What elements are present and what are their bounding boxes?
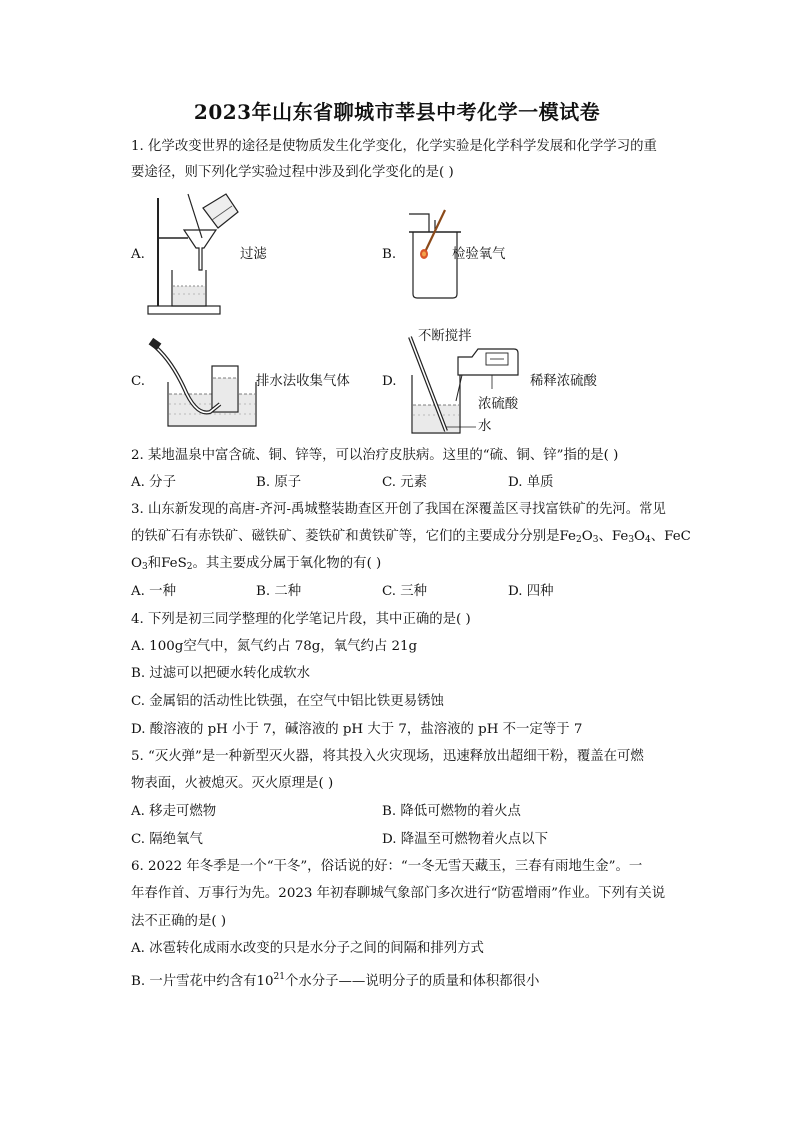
q5-stem-line2: 物表面，火被熄灭。灭火原理是( ) [131,776,334,791]
filtration-apparatus-figure [148,192,238,317]
q6-stem-line1: 6. 2022 年冬季是一个“干冬”，俗话说的好：“一冬无雪天藏玉，三春有雨地生金”。一 [131,859,643,874]
q6-option-b: B. 一片雪花中约含有$10^{21}$个水分子——说明分子的质量和体积都很小 [131,972,540,989]
q1-option-b-letter: B. [382,247,397,262]
q3-stem-line3: $O_3$和FeS$_2$。其主要成分属于氧化物的有( ) [131,556,382,572]
q1-option-d-water-label: 水 [478,419,492,434]
q2-option-b: B. 原子 [256,475,302,490]
q2-option-a: A. 分子 [131,475,176,490]
q5-option-a: A. 移走可燃物 [131,804,217,819]
dilution-figure [400,335,530,435]
q1-option-d-letter: D. [382,374,397,389]
q1-option-c-letter: C. [131,374,146,389]
q1-option-d-acid-label: 浓硫酸 [478,397,519,412]
q3-stem-line2: 的铁矿石有赤铁矿、磁铁矿、菱铁矿和黄铁矿等，它们的主要成分分别是$Fe_2O_3$、$Fe_3O_4$、FeC [131,529,691,545]
q1-option-a-label: 过滤 [240,247,267,262]
q1-option-d-label: 稀释浓硫酸 [530,374,597,389]
q5-option-b: B. 降低可燃物的着火点 [382,804,521,819]
q4-option-a: A. 100g空气中，氮气约占 78g，氧气约占 21g [131,639,418,654]
q5-option-c: C. 隔绝氧气 [131,832,203,847]
q2-option-c: C. 元素 [382,475,428,490]
q3-stem-line1: 3. 山东新发现的高唐-齐河-禹城整装勘查区开创了我国在深覆盖区寻找富铁矿的先河。常见 [131,502,666,517]
q6-stem-line2: 年春作首、万事行为先。2023 年初春聊城气象部门多次进行“防雹增雨”作业。下列有关说 [131,886,666,901]
page-title: 2023年山东省聊城市莘县中考化学一模试卷 [193,100,601,124]
q2-stem: 2. 某地温泉中富含硫、铜、锌等，可以治疗皮肤病。这里的“硫、铜、锌”指的是( ) [131,448,619,463]
q1-stem-line1: 1. 化学改变世界的途径是使物质发生化学变化，化学实验是化学科学发展和化学学习的重 [131,139,657,154]
q6-option-a: A. 冰雹转化成雨水改变的只是水分子之间的间隔和排列方式 [131,941,484,956]
q3-option-a: A. 一种 [131,584,176,599]
q5-stem-line1: 5. “灭火弹”是一种新型灭火器，将其投入火灾现场，迅速释放出超细干粉，覆盖在可燃 [131,749,644,764]
q1-stem-line2: 要途径，则下列化学实验过程中涉及到化学变化的是( ) [131,165,454,180]
q5-option-d: D. 降温至可燃物着火点以下 [382,832,549,847]
q6-stem-line3: 法不正确的是( ) [131,914,227,929]
q1-option-b-label: 检验氧气 [452,247,506,262]
q1-option-a-letter: A. [131,247,145,262]
q1-option-d-stir-label: 不断搅拌 [418,329,472,344]
q4-option-b: B. 过滤可以把硬水转化成软水 [131,666,311,681]
q3-option-b: B. 二种 [256,584,302,599]
q3-option-c: C. 三种 [382,584,428,599]
q4-stem: 4. 下列是初三同学整理的化学笔记片段，其中正确的是( ) [131,612,471,627]
q1-option-c-label: 排水法收集气体 [256,374,350,389]
q2-option-d: D. 单质 [508,475,554,490]
q4-option-d: D. 酸溶液的 pH 小于 7，碱溶液的 pH 大于 7，盐溶液的 pH 不一定等于 7 [131,722,583,737]
q3-option-d: D. 四种 [508,584,554,599]
water-displacement-figure [150,338,260,430]
q4-option-c: C. 金属铝的活动性比铁强，在空气中铝比铁更易锈蚀 [131,694,444,709]
